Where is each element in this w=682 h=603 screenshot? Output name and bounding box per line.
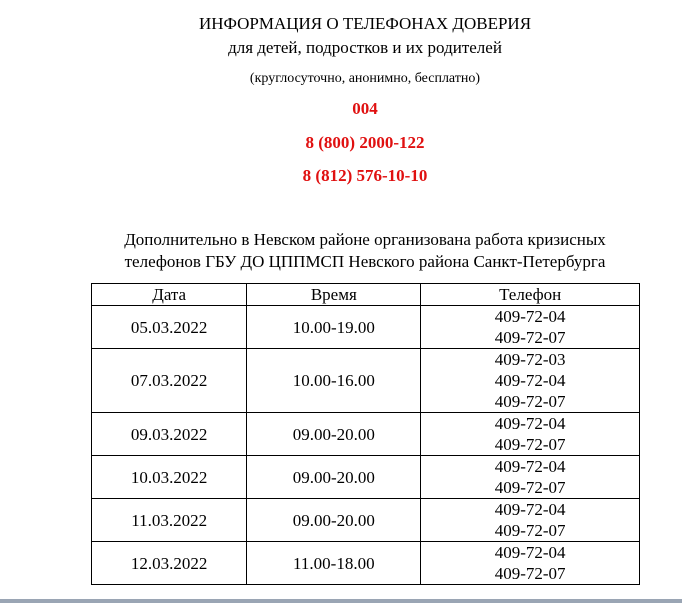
cell-phone-number: 409-72-07 [494,435,566,454]
cell-date: 10.03.2022 [92,456,247,499]
cell-date: 12.03.2022 [92,542,247,585]
table-row [92,542,640,585]
table-row [92,499,640,542]
cell-date: 05.03.2022 [92,306,247,349]
cell-phone-number: 409-72-04 [494,307,566,326]
table-row [92,456,640,499]
column-header-phone: Телефон [421,284,640,306]
cell-phone-number: 409-72-04 [494,371,566,390]
info-paragraph-line: Дополнительно в Невском районе организована работа кризисных [124,230,606,249]
cell-phones [421,306,640,349]
cell-date: 09.03.2022 [92,413,247,456]
cell-time: 09.00-20.00 [247,456,421,499]
cell-phone-number: 409-72-07 [494,392,566,411]
cell-phones [421,349,640,413]
cell-phones [421,413,640,456]
cell-phone-number: 409-72-07 [494,478,566,497]
cell-phone-number: 409-72-04 [494,543,566,562]
hotline-phone: 8 (812) 576-10-10 [302,166,428,185]
cell-phone-number: 409-72-07 [494,328,566,347]
page-title: ИНФОРМАЦИЯ О ТЕЛЕФОНАХ ДОВЕРИЯ [198,14,532,33]
cell-phone-number: 409-72-03 [494,350,566,369]
cell-phone-number: 409-72-04 [494,414,566,433]
cell-phone-number: 409-72-07 [494,564,566,583]
hotline-phone: 004 [352,99,378,118]
hotline-phone: 8 (800) 2000-122 [305,133,425,152]
cell-time: 11.00-18.00 [247,542,421,585]
column-header-time: Время [247,284,421,306]
cell-phone-number: 409-72-04 [494,500,566,519]
cell-time: 09.00-20.00 [247,413,421,456]
window-bottom-edge [0,599,682,603]
info-paragraph-line: телефонов ГБУ ДО ЦППМСП Невского района Санкт-Петербурга [124,252,606,271]
schedule-table [91,283,640,585]
table-row [92,413,640,456]
table-row [92,349,640,413]
cell-phone-number: 409-72-04 [494,457,566,476]
cell-time: 10.00-16.00 [247,349,421,413]
cell-phones [421,499,640,542]
availability-note: (круглосуточно, анонимно, бесплатно) [249,71,481,86]
cell-date: 07.03.2022 [92,349,247,413]
table-row [92,306,640,349]
cell-time: 09.00-20.00 [247,499,421,542]
cell-time: 10.00-19.00 [247,306,421,349]
cell-phones [421,542,640,585]
column-header-date: Дата [92,284,247,306]
page-subtitle: для детей, подростков и их родителей [228,38,502,57]
cell-phones [421,456,640,499]
cell-date: 11.03.2022 [92,499,247,542]
table-header-row [92,284,640,306]
cell-phone-number: 409-72-07 [494,521,566,540]
